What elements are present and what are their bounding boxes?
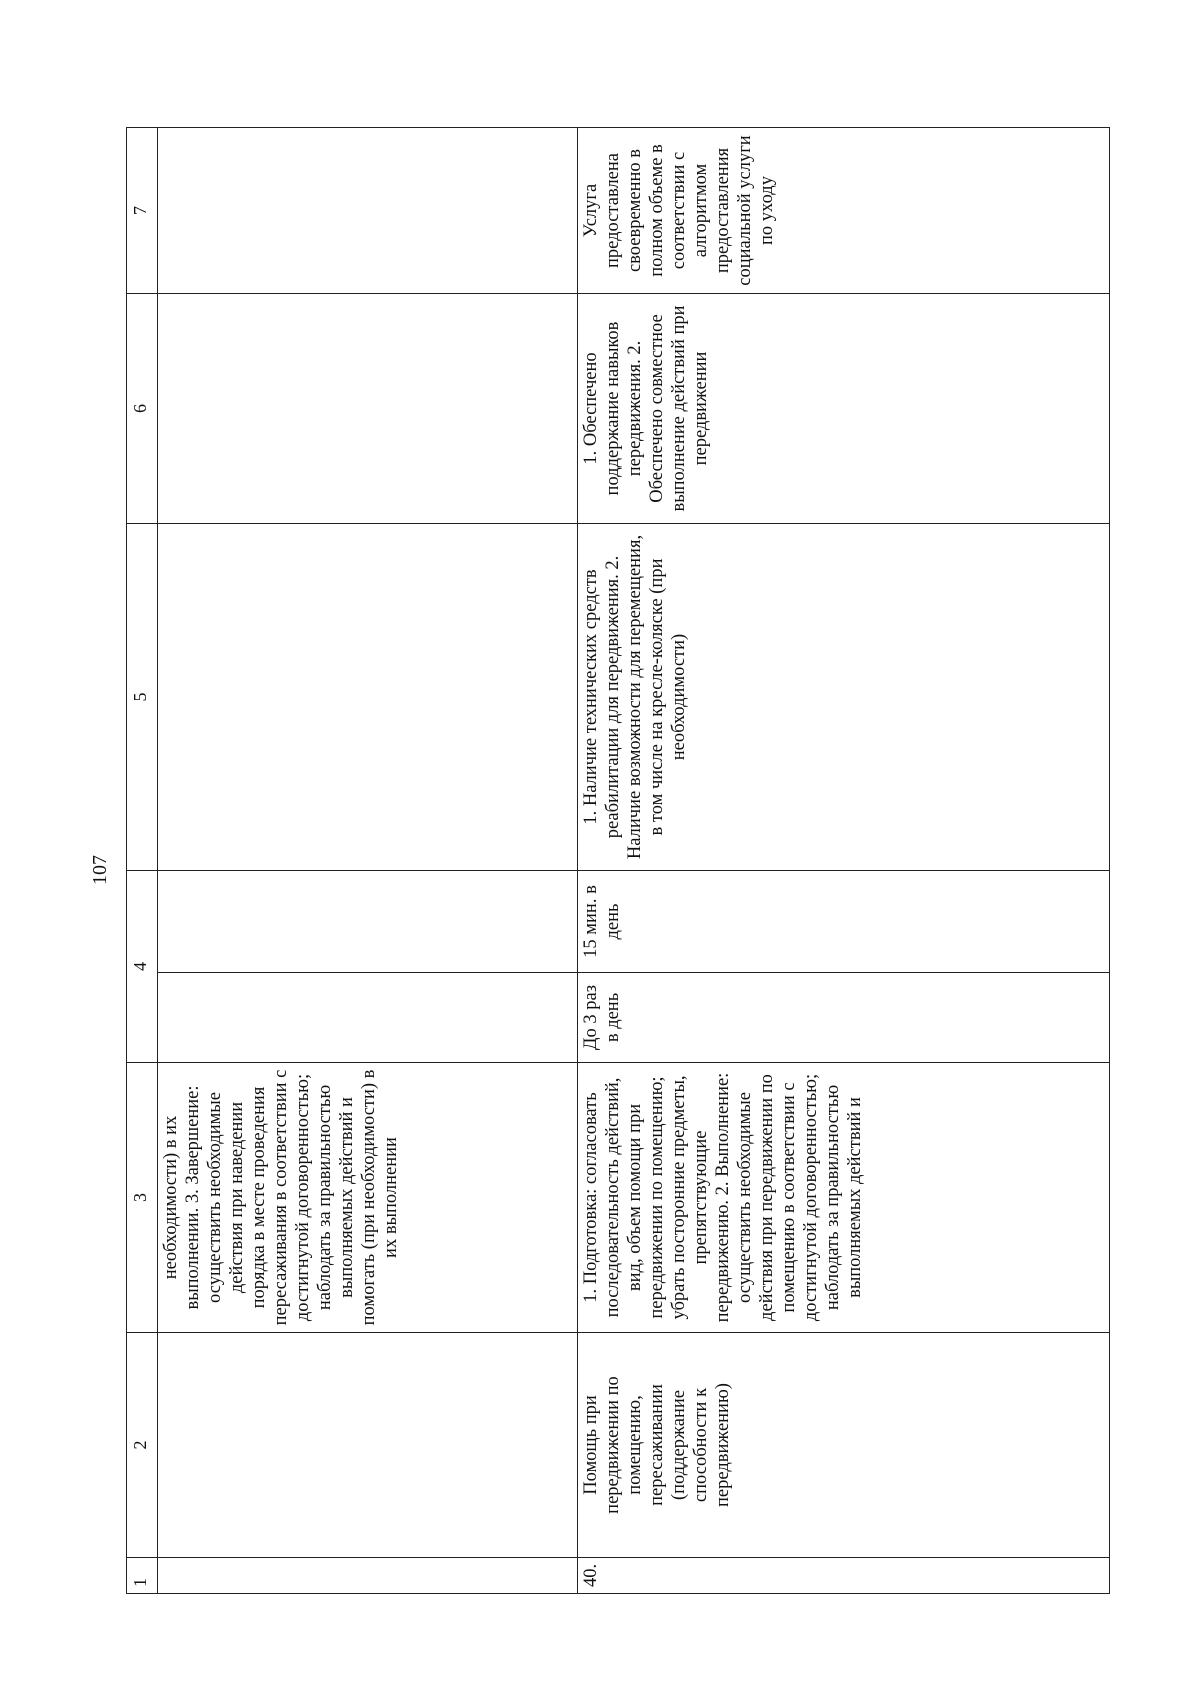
table-row <box>578 128 1110 1594</box>
service-content: 1. Подготовка: согласовать последовательность действий, вид, объем помощи при передвижении по помещению; убрать посторонние предметы, препятствующие передвижению. 2. Выполнение: осуществить необходимые действия при передвижении по помещению в соответствии с достигнутой договоренностью; наблодать за правильностью выполняемых действий и <box>578 1063 1110 1333</box>
header-col-2: 2 <box>127 1333 158 1558</box>
periodicity: До 3 раз в день <box>578 973 1110 1063</box>
indicators <box>158 294 578 524</box>
service-content: необходимости) в их выполнении. 3. Завершение: осуществить необходимые действия при наведении порядка в месте проведения пересаживания в соответствии с достигнутой договоренностью; наблодать за правильностью выполняемых действий и помогать (при необходимости) в их выполнении <box>158 1063 578 1333</box>
row-number <box>158 1558 578 1594</box>
periodicity <box>158 973 578 1063</box>
header-row <box>127 128 158 1594</box>
header-col-5: 5 <box>127 524 158 871</box>
header-col-6: 6 <box>127 294 158 524</box>
indicators: 1. Обеспечено поддержание навыков передвижения. 2. Обеспечено совместное выполнение действий при передвижении <box>578 294 1110 524</box>
duration: 15 мин. в день <box>578 871 1110 973</box>
conditions <box>158 524 578 871</box>
services-table <box>126 127 1110 1594</box>
service-name <box>158 1333 578 1558</box>
table-row <box>158 128 578 1594</box>
header-col-3: 3 <box>127 1063 158 1333</box>
service-name: Помощь при передвижении по помещению, пересаживании (поддержание способности к передвижению) <box>578 1333 1110 1558</box>
evaluation <box>158 128 578 294</box>
duration <box>158 871 578 973</box>
header-col-7: 7 <box>127 128 158 294</box>
conditions: 1. Наличие технических средств реабилитации для передвижения. 2. Наличие возможности для перемещения, в том числе на кресле-коляске (при необходимости) <box>578 524 1110 871</box>
page-number: 107 <box>89 855 111 885</box>
evaluation: Услуга предоставлена своевременно в полном объеме в соответствии с алгоритмом предоставления социальной услуги по уходу <box>578 128 1110 294</box>
rotated-table-container <box>126 128 1120 1594</box>
row-number: 40. <box>578 1558 1110 1594</box>
header-col-1: 1 <box>127 1558 158 1594</box>
header-col-4: 4 <box>127 871 158 1063</box>
